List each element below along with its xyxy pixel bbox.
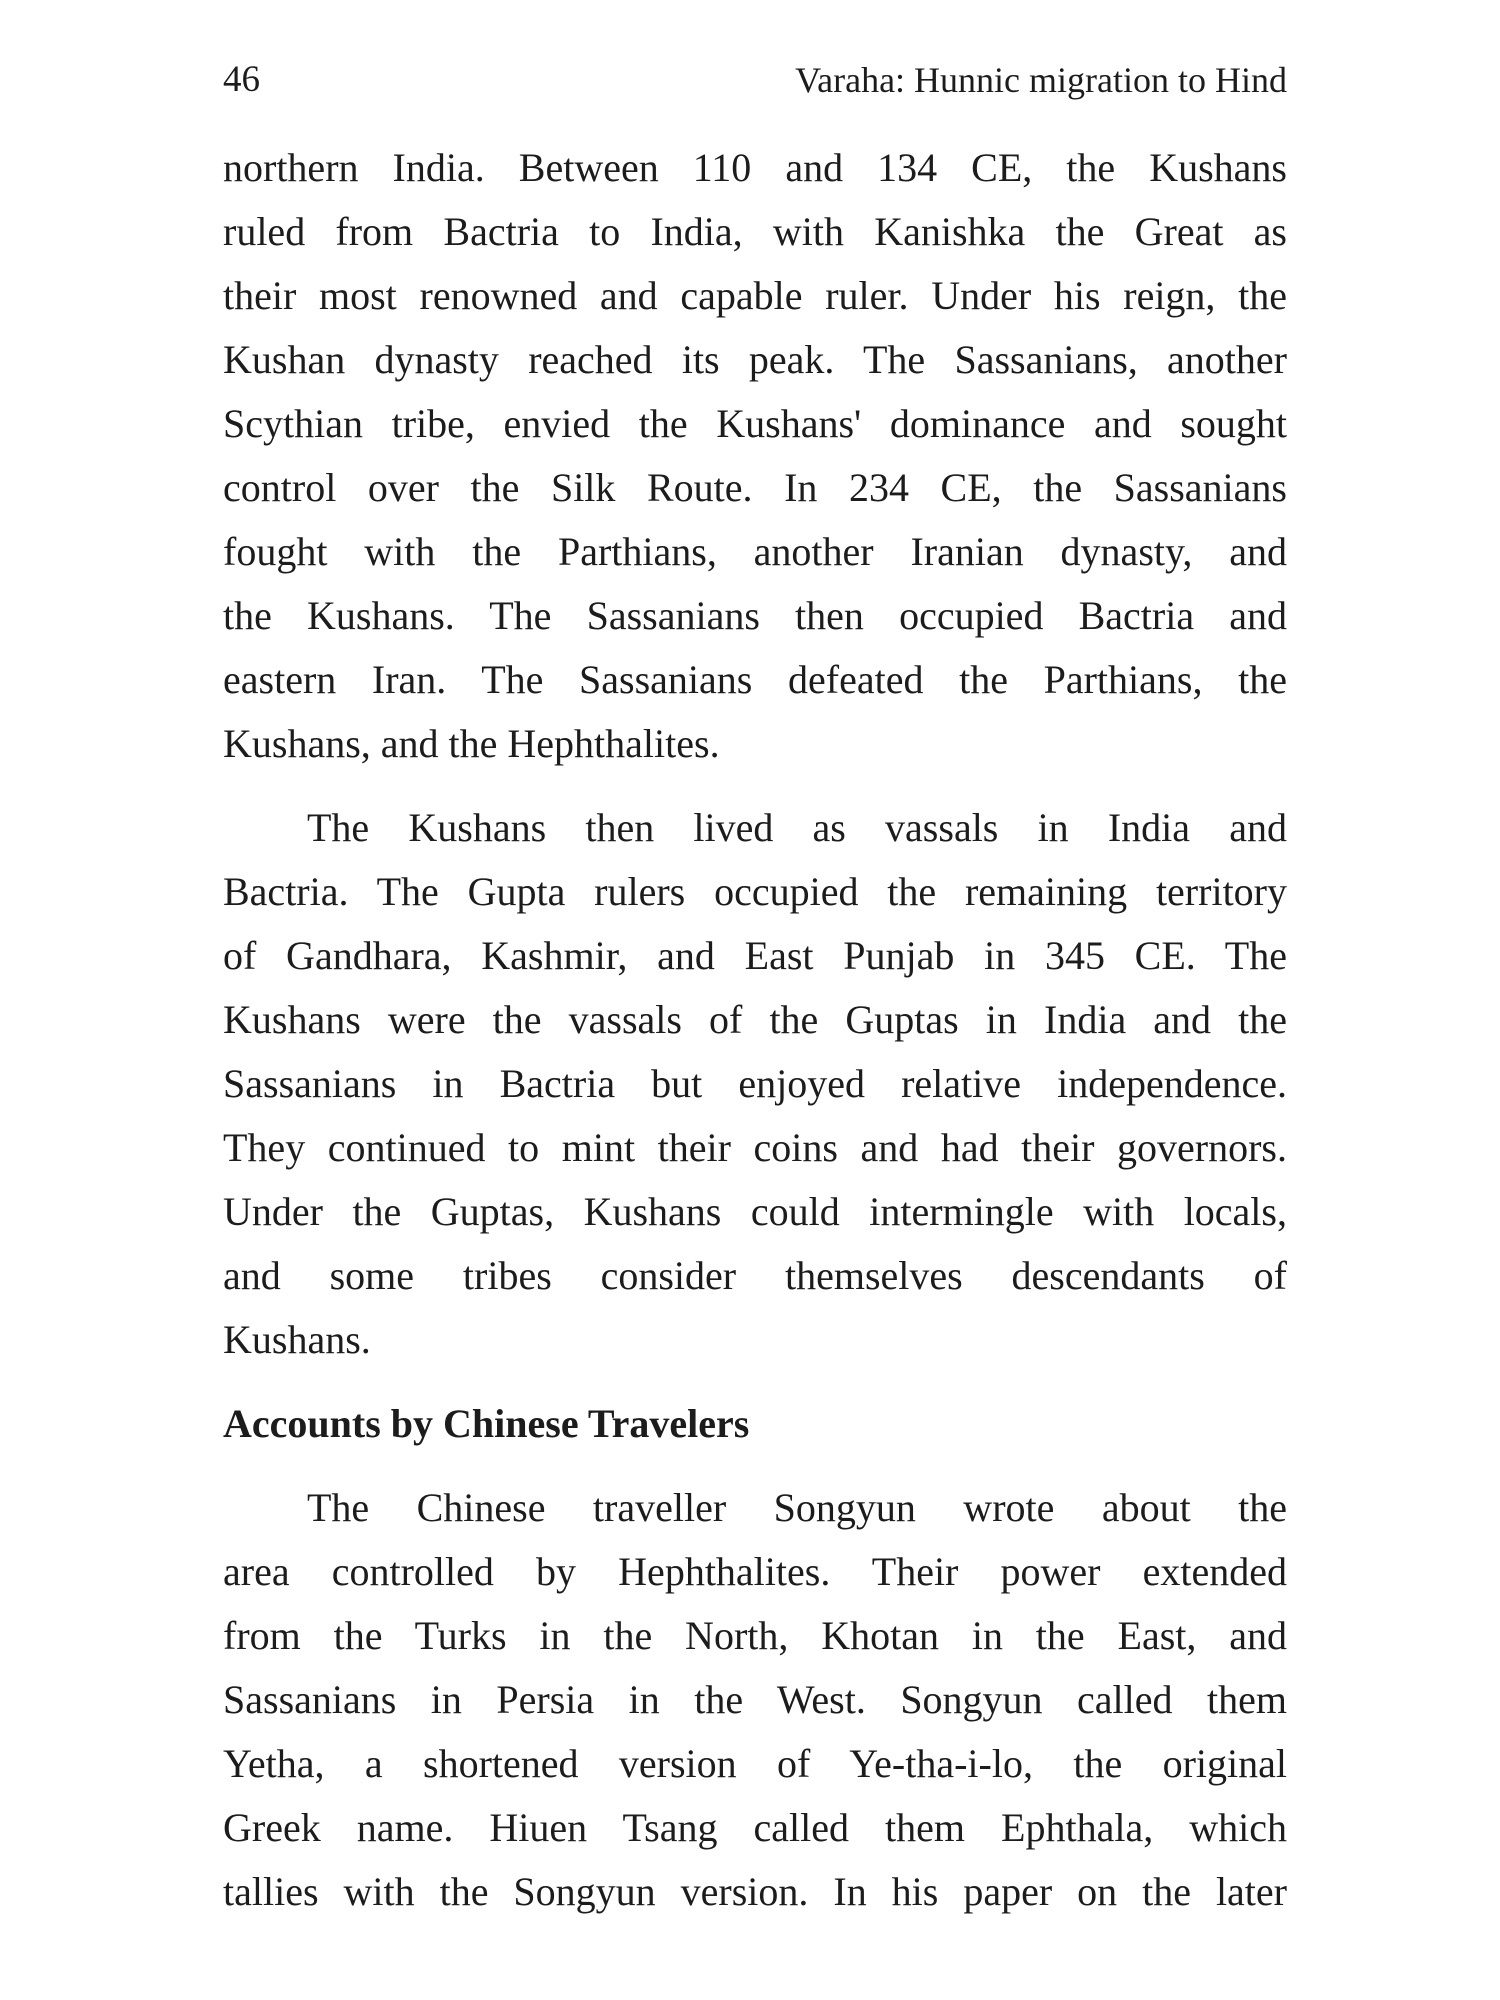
text-line: from the Turks in the North, Khotan in the East, and (223, 1613, 1287, 1658)
paragraph-spacing (223, 1456, 1287, 1476)
text-line: fought with the Parthians, another Iranian dynasty, and (223, 529, 1287, 574)
paragraph-1 (223, 136, 1287, 776)
text-line: and some tribes consider themselves descendants of (223, 1253, 1287, 1298)
text-line: eastern Iran. The Sassanians defeated the Parthians, the (223, 657, 1287, 702)
text-line: Yetha, a shortened version of Ye-tha-i-lo, the original (223, 1741, 1287, 1786)
text-line: Kushans, and the Hephthalites. (223, 721, 720, 766)
page-number: 46 (223, 59, 260, 100)
text-line: They continued to mint their coins and had their governors. (223, 1125, 1287, 1170)
text-line: The Chinese traveller Songyun wrote about the (307, 1485, 1287, 1530)
paragraph-2 (223, 796, 1287, 1372)
text-line: The Kushans then lived as vassals in India and (307, 805, 1287, 850)
text-line: Sassanians in Bactria but enjoyed relative independence. (223, 1061, 1287, 1106)
text-line: tallies with the Songyun version. In his paper on the later (223, 1869, 1287, 1914)
section-heading: Accounts by Chinese Travelers (223, 1401, 750, 1446)
text-line: control over the Silk Route. In 234 CE, the Sassanians (223, 465, 1287, 510)
running-head (223, 50, 1287, 110)
text-line: the Kushans. The Sassanians then occupied Bactria and (223, 593, 1287, 638)
text-line: their most renowned and capable ruler. Under his reign, the (223, 273, 1287, 318)
running-title: Varaha: Hunnic migration to Hind (795, 60, 1287, 100)
body-text (223, 136, 1287, 1924)
text-line: northern India. Between 110 and 134 CE, the Kushans (223, 145, 1287, 190)
paragraph-spacing (223, 776, 1287, 796)
text-line: Greek name. Hiuen Tsang called them Ephthala, which (223, 1805, 1287, 1850)
text-line: Kushans were the vassals of the Guptas in India and the (223, 997, 1287, 1042)
text-line: Scythian tribe, envied the Kushans' dominance and sought (223, 401, 1287, 446)
text-line: Bactria. The Gupta rulers occupied the remaining territory (223, 869, 1287, 914)
paragraph-spacing (223, 1372, 1287, 1392)
text-line: of Gandhara, Kashmir, and East Punjab in 345 CE. The (223, 933, 1287, 978)
text-line: Kushan dynasty reached its peak. The Sassanians, another (223, 337, 1287, 382)
paragraph-3 (223, 1476, 1287, 1924)
text-line: area controlled by Hephthalites. Their power extended (223, 1549, 1287, 1594)
text-line: ruled from Bactria to India, with Kanishka the Great as (223, 209, 1287, 254)
text-line: Sassanians in Persia in the West. Songyun called them (223, 1677, 1287, 1722)
text-line: Under the Guptas, Kushans could intermingle with locals, (223, 1189, 1287, 1234)
text-line: Kushans. (223, 1317, 371, 1362)
